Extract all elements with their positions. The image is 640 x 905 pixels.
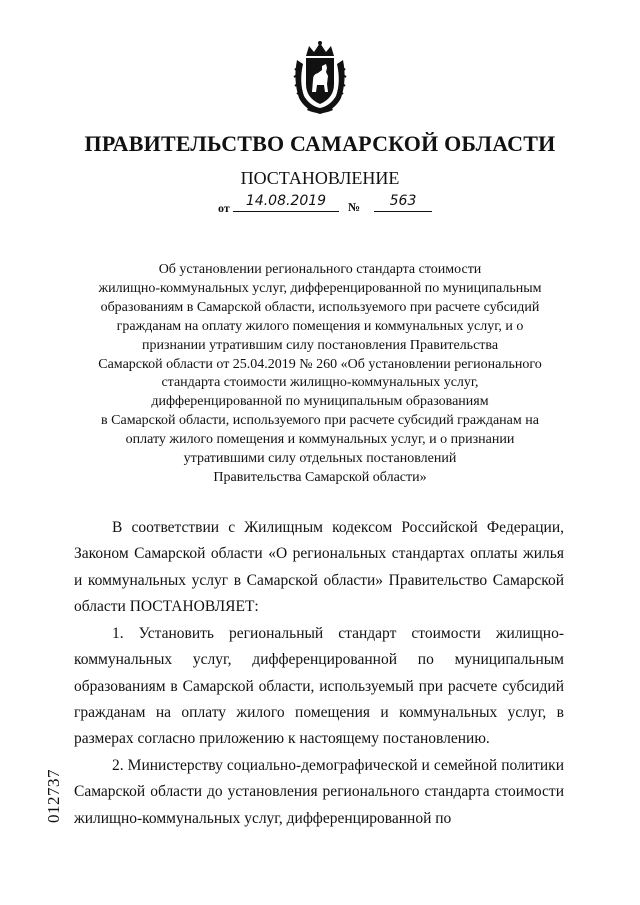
organization-title: ПРАВИТЕЛЬСТВО САМАРСКОЙ ОБЛАСТИ bbox=[84, 131, 556, 156]
date-number-line bbox=[218, 193, 438, 217]
side-registration-number bbox=[44, 762, 64, 832]
subject-line: образованиям в Самарской области, используемого при расчете субсидий bbox=[100, 299, 540, 315]
body-paragraph-preamble: В соответствии с Жилищным кодексом Российской Федерации, Законом Самарской области «О региональных стандартах оплаты жилья и коммунальных услуг в Самарской области» Правительство Самарской области ПОСТАНОВЛЯЕТ: bbox=[74, 519, 564, 615]
subject-line: Правительства Самарской области» bbox=[213, 469, 427, 485]
subject-line: утратившими силу отдельных постановлений bbox=[183, 451, 457, 467]
date-prefix: от bbox=[218, 201, 230, 215]
subject-line: жилищно-коммунальных услуг, дифференцированной по муниципальным bbox=[98, 280, 542, 296]
document-date: 14.08.2019 bbox=[233, 193, 339, 212]
coat-of-arms-emblem bbox=[291, 40, 349, 116]
document-type: ПОСТАНОВЛЕНИЕ bbox=[240, 168, 400, 188]
subject-line: Об установлении регионального стандарта стоимости bbox=[158, 262, 482, 277]
subject-line: в Самарской области, используемого при расчете субсидий гражданам на bbox=[101, 413, 539, 429]
subject-line: Самарской области от 25.04.2019 № 260 «Об установлении регионального bbox=[98, 356, 542, 372]
side-number-text: 012737 bbox=[44, 769, 63, 823]
number-label: № bbox=[348, 200, 361, 214]
subject-line: признании утратившим силу постановления Правительства bbox=[141, 337, 499, 353]
body-paragraph-item-1: 1. Установить региональный стандарт стоимости жилищно-коммунальных услуг, дифференцированной по муниципальным образованиям в Самарской области, используемый при расчете субсидий гражданам на оплату жилого помещения и коммунальных услуг, в размерах согласно приложению к настоящему постановлению. bbox=[74, 625, 564, 748]
subject-line: гражданам на оплату жилого помещения и коммунальных услуг, и о bbox=[116, 318, 524, 334]
subject-line: оплату жилого помещения и коммунальных услуг, и о признании bbox=[125, 432, 515, 448]
subject-line: стандарта стоимости жилищно-коммунальных услуг, bbox=[161, 375, 479, 391]
document-number: 563 bbox=[374, 193, 432, 212]
body-paragraph-item-2: 2. Министерству социально-демографической и семейной политики Самарской области до установления регионального стандарта стоимости жилищно-коммунальных услуг, дифференцированной по bbox=[74, 757, 564, 827]
subject-line: дифференцированной по муниципальным образованиям bbox=[151, 394, 489, 410]
document-subject bbox=[60, 261, 580, 488]
